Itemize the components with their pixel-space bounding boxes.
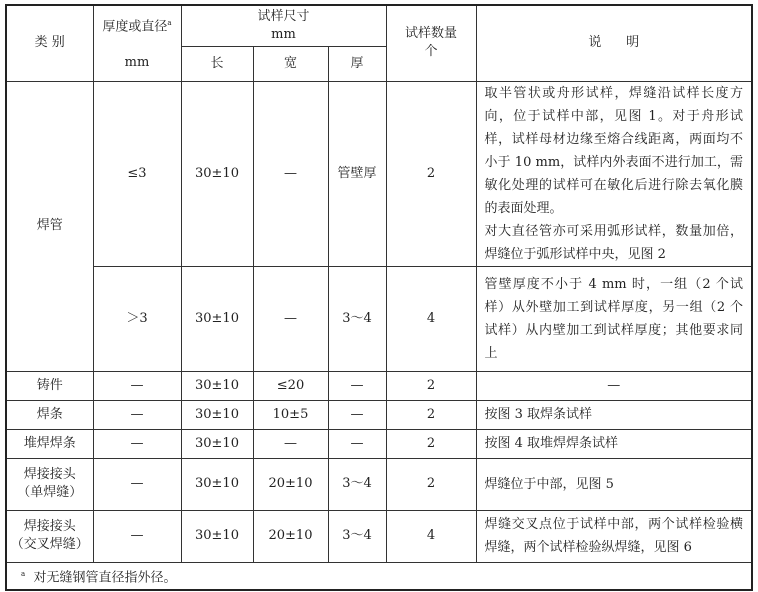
- table-row: 焊条 — 30±10 10±5 — 2 按图 3 取焊条试样: [6, 400, 752, 429]
- footnote: $^a$ 对无缝钢管直径指外径。: [6, 562, 752, 590]
- header-width: 宽: [253, 46, 328, 81]
- header-length: 长: [181, 46, 253, 81]
- table-row: 铸件 — 30±10 ≤20 — 2 —: [6, 371, 752, 400]
- header-size: 试样尺寸 mm: [181, 5, 386, 46]
- header-category: 类 别: [6, 5, 93, 81]
- header-thickness: 厚度或直径$^a$ mm: [93, 5, 181, 81]
- header-thick: 厚: [328, 46, 386, 81]
- header-count: 试样数量 个: [386, 5, 476, 81]
- header-description: 说 明: [476, 5, 752, 81]
- table-row: ＞3 30±10 — 3～4 4 管壁厚度不小于 4 mm 时，一组（2 个试样）从外壁加工到试样厚度，另一组（2 个试样）从内壁加工到试样厚度；其他要求同上: [6, 266, 752, 371]
- table-row: 堆焊焊条 — 30±10 — — 2 按图 4 取堆焊焊条试样: [6, 429, 752, 458]
- table-row: 焊接接头 （交叉焊缝） — 30±10 20±10 3～4 4 焊缝交叉点位于试样中部，两个试样检验横焊缝，两个试样检验纵焊缝，见图 6: [6, 510, 752, 562]
- specimen-table: [5, 4, 753, 591]
- table-row: 焊管 ≤3 30±10 — 管壁厚 2 取半管状或舟形试样，焊缝沿试样长度方向，位于试样中部，见图 1。对于舟形试样，试样母材边缘至熔合线距离，两面均不小于 10 mm，试样内外表面不进行加工，需敏化处理的试样可在敏化后进行除去氧化膜的表面处理。 对大直径管亦可采用弧形试样，数量加倍，焊缝位于弧形试样中央，见图 2: [6, 81, 752, 266]
- table-row: 焊接接头 （单焊缝） — 30±10 20±10 3～4 2 焊缝位于中部，见图 5: [6, 458, 752, 510]
